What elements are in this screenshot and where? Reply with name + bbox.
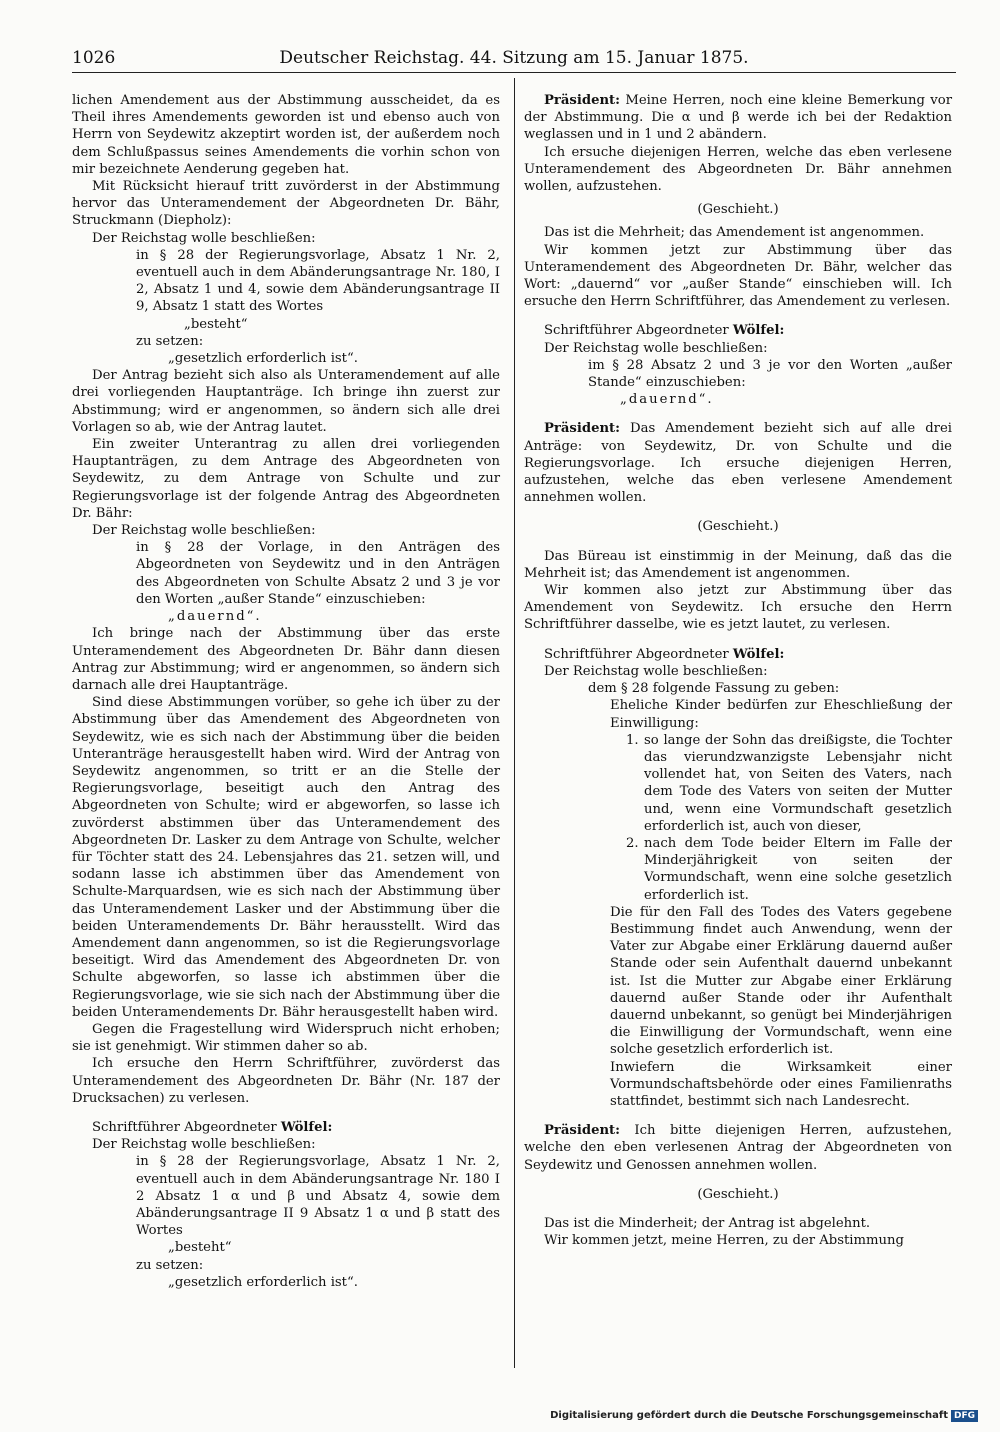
law-item — [524, 835, 952, 904]
footer-text: Digitalisierung gefördert durch die Deutsche Forschungsgemeinschaft — [550, 1410, 948, 1421]
paragraph: Wir kommen jetzt, meine Herren, zu der Abstimmung — [544, 1233, 904, 1249]
paragraph: lichen Amendement aus der Abstimmung ausscheidet, da es Theil ihres Amendements geworden ist und ebenso auch von Herrn von Seydewitz akzeptirt worden ist, der außerdem noch dem Schlußpassus seines Amendements die vorhin schon von mir bezeichnete Aenderung gegeben hat. — [72, 93, 500, 177]
spacer — [524, 408, 952, 420]
motion-text: zu setzen: — [136, 1257, 204, 1273]
law-text: Eheliche Kinder bedürfen zur Eheschließung der Einwilligung: — [610, 698, 952, 731]
law-text: Die für den Fall des Todes des Vaters gegebene Bestimmung findet auch Anwendung, wenn der Vater zur Abgabe einer Erklärung dauernd außer Stande oder sein Aufenthalt dauernd unbekannt ist. Ist die Mutter zur Abgabe einer Erklärung dauernd außer Stande oder ihr Aufenthalt dauernd unbekannt, so genügt bei Minderjährigen die Einwilligung der Vormundschaft, wenn eine solche gesetzlich erforderlich ist. — [610, 904, 952, 1058]
speaker-line — [524, 322, 952, 339]
stage-direction: (Geschieht.) — [697, 1186, 779, 1202]
left-column — [72, 92, 500, 1291]
speaker-line — [524, 646, 952, 663]
motion-formula: Der Reichstag wolle beschließen: — [92, 523, 316, 539]
speaker-role: Schriftführer Abgeordneter — [92, 1119, 281, 1135]
motion-formula: Der Reichstag wolle beschließen: — [544, 663, 768, 679]
quoted-word: „gesetzlich erforderlich ist“. — [168, 1274, 358, 1290]
dfg-logo: DFG — [951, 1410, 978, 1422]
speech — [524, 420, 952, 506]
motion-formula: Der Reichstag wolle beschließen: — [544, 340, 768, 356]
motion-text: im § 28 Absatz 2 und 3 je vor den Worten „außer Stande“ einzuschieben: — [588, 357, 952, 391]
item-text: so lange der Sohn das dreißigste, die Tochter das vierundzwanzigste Lebensjahr nicht vollendet hat, von Seiten des Vaters, nach dem Tode des Vaters von seiten der Mutter und, wenn eine Vormundschaft gesetzlich erforderlich ist, auch von dieser, — [644, 732, 952, 834]
paragraph: Das Büreau ist einstimmig in der Meinung, daß das die Mehrheit ist; das Amendement ist angenommen. — [524, 548, 952, 581]
spacer — [524, 310, 952, 322]
speaker-role: Schriftführer Abgeordneter — [544, 646, 733, 662]
speech — [524, 92, 952, 144]
paragraph: Der Antrag bezieht sich also als Unteramendement auf alle drei vorliegenden Hauptanträge. Ich bringe ihn zuerst zur Abstimmung; wird er angenommen, so ändern sich alle drei Vorlagen so ab, wie der Antrag lautet. — [72, 368, 500, 435]
quoted-word: „gesetzlich erforderlich ist“. — [168, 351, 358, 367]
column-divider — [514, 78, 515, 1368]
law-item — [524, 732, 952, 835]
page-number: 1026 — [72, 48, 116, 68]
page-header — [72, 48, 956, 74]
speaker-line — [72, 1119, 500, 1136]
spacer — [72, 1107, 500, 1119]
quoted-word: „besteht“ — [168, 1240, 232, 1256]
paragraph: Ich ersuche den Herrn Schriftführer, zuvörderst das Unteramendement des Abgeordneten Dr. Bähr (Nr. 187 der Drucksachen) zu verlesen. — [72, 1056, 500, 1106]
spacer — [524, 1110, 952, 1122]
motion-formula: Der Reichstag wolle beschließen: — [92, 230, 316, 246]
spacer — [524, 1174, 952, 1186]
paragraph: Gegen die Fragestellung wird Widerspruch nicht erhoben; sie ist genehmigt. Wir stimmen daher so ab. — [72, 1021, 500, 1055]
item-number: 1. — [626, 732, 639, 748]
header-rule — [72, 72, 956, 73]
speaker-name: Präsident: — [544, 421, 621, 437]
spacer — [524, 1203, 952, 1215]
spacer — [524, 506, 952, 518]
running-title: Deutscher Reichstag. 44. Sitzung am 15. Januar 1875. — [279, 48, 749, 68]
law-text: Inwiefern die Wirksamkeit einer Vormundschaftsbehörde oder eines Familienraths stattfindet, bestimmt sich nach Landesrecht. — [610, 1059, 952, 1109]
speaker-name: Wölfel: — [732, 323, 785, 339]
motion-text: in § 28 der Vorlage, in den Anträgen des Abgeordneten von Seydewitz und in den Anträgen des Abgeordneten von Schulte Absatz 2 und 3 je vor den Worten „außer Stande“ einzuschieben: — [136, 540, 500, 607]
speech-text: Ich bitte diejenigen Herren, aufzustehen, welche den eben verlesenen Antrag der Abgeordneten von Seydewitz und Genossen annehmen wollen. — [524, 1123, 952, 1173]
paragraph: Ich ersuche diejenigen Herren, welche das eben verlesene Unteramendement des Abgeordneten Dr. Bähr annehmen wollen, aufzustehen. — [524, 144, 952, 195]
speaker-name: Wölfel: — [732, 646, 785, 662]
item-number: 2. — [626, 835, 639, 851]
speaker-role: Schriftführer Abgeordneter — [544, 323, 733, 339]
speaker-name: Präsident: — [544, 1123, 621, 1139]
paragraph: Wir kommen also jetzt zur Abstimmung über das Amendement von Seydewitz. Ich ersuche den Herrn Schriftführer dasselbe, wie es jetzt lautet, zu verlesen. — [524, 583, 952, 633]
motion-text: in § 28 der Regierungsvorlage, Absatz 1 Nr. 2, eventuell auch in dem Abänderungsantrage Nr. 180, I 2, Absatz 1 und 4, sowie dem Abänderungsantrage II 9, Absatz 1 statt des Wortes — [136, 247, 500, 315]
motion-text: dem § 28 folgende Fassung zu geben: — [588, 681, 840, 697]
item-text: nach dem Tode beider Eltern im Falle der Minderjährigkeit von seiten der Vormundschaft, wenn eine solche gesetzlich erforderlich ist. — [644, 835, 952, 903]
spacer — [524, 536, 952, 548]
paragraph: Das ist die Mehrheit; das Amendement ist angenommen. — [544, 225, 925, 241]
speaker-name: Präsident: — [544, 93, 621, 108]
speech-text: Das Amendement bezieht sich auf alle drei Anträge: von Seydewitz, Dr. von Schulte und die Regierungsvorlage. Ich ersuche diejenigen Herren, aufzustehen, welche das eben verlesene Amendement annehmen wollen. — [524, 421, 952, 506]
speech — [524, 1122, 952, 1174]
quoted-word: „dauernd“. — [620, 392, 714, 408]
right-column — [524, 92, 952, 1249]
paragraph: Wir kommen jetzt zur Abstimmung über das Unteramendement des Abgeordneten Dr. Bähr, welcher das Wort: „dauernd“ vor „außer Stande“ einschieben will. Ich ersuche den Herrn Schriftführer, das Amendement zu verlesen. — [524, 242, 952, 310]
motion-text: in § 28 der Regierungsvorlage, Absatz 1 Nr. 2, eventuell auch in dem Abänderungsantrage Nr. 180 I 2 Absatz 1 α und β und Absatz 4, sowie dem Abänderungsantrage II 9 Absatz 1 α und β statt des Wortes — [136, 1154, 500, 1239]
paragraph: Mit Rücksicht hierauf tritt zuvörderst in der Abstimmung hervor das Unteramendement der Abgeordneten Dr. Bähr, Struckmann (Diepholz): — [72, 179, 500, 229]
paragraph: Ein zweiter Unterantrag zu allen drei vorliegenden Hauptanträgen, zu dem Antrage des Abgeordneten von Seydewitz, zu dem Antrage von Schulte und zur Regierungsvorlage ist der folgende Antrag des Abgeordneten Dr. Bähr: — [72, 437, 500, 521]
speech-text: Meine Herren, noch eine kleine Bemerkung vor der Abstimmung. Die α und β werde ich bei der Redaktion weglassen und in 1 und 2 abändern. — [524, 93, 952, 143]
speaker-name: Wölfel: — [280, 1119, 333, 1135]
motion-formula: Der Reichstag wolle beschließen: — [92, 1137, 316, 1153]
paragraph: Sind diese Abstimmungen vorüber, so gehe ich über zu der Abstimmung über das Amendement des Abgeordneten von Seydewitz, wie es sich nach der Abstimmung über die beiden Unteranträge herausgestellt haben wird. Wird der Antrag von Seydewitz angenommen, so tritt er an die Stelle der Regierungsvorlage, beseitigt auch den Antrag des Abgeordneten von Schulte; wird er abgeworfen, so lasse ich zuvörderst abstimmen über das Unteramendement des Abgeordneten Dr. Lasker zu dem Antrage von Schulte, welcher für Töchter statt des 24. Lebensjahres das 21. setzen will, und sodann lasse ich abstimmen über das Amendement von Schulte-Marquardsen, wie es sich nach der Abstimmung über das Unteramendement Lasker und der Abstimmung über die beiden Unteramendements Dr. Bähr herausstellt. Wird das Amendement dann angenommen, so ist die Regierungsvorlage beseitigt. Wird das Amendement des Abgeordneten Dr. von Schulte abgeworfen, so lasse ich abstimmen über die Regierungsvorlage, wie sie sich nach der Abstimmung über die beiden Unteramendements Dr. Bähr herausgestellt haben wird. — [72, 695, 500, 1020]
spacer — [524, 634, 952, 646]
motion-text: zu setzen: — [136, 333, 204, 349]
funding-footer — [550, 1410, 978, 1422]
paragraph: Ich bringe nach der Abstimmung über das erste Unteramendement des Abgeordneten Dr. Bähr dann diesen Antrag zur Abstimmung; wird er angenommen, so ändern sich darnach alle drei Hauptanträge. — [72, 626, 500, 693]
quoted-word: „dauernd“. — [168, 609, 262, 625]
quoted-word: „besteht“ — [184, 316, 248, 332]
stage-direction: (Geschieht.) — [697, 202, 779, 218]
stage-direction: (Geschieht.) — [697, 519, 779, 535]
paragraph: Das ist die Minderheit; der Antrag ist abgelehnt. — [544, 1215, 871, 1231]
